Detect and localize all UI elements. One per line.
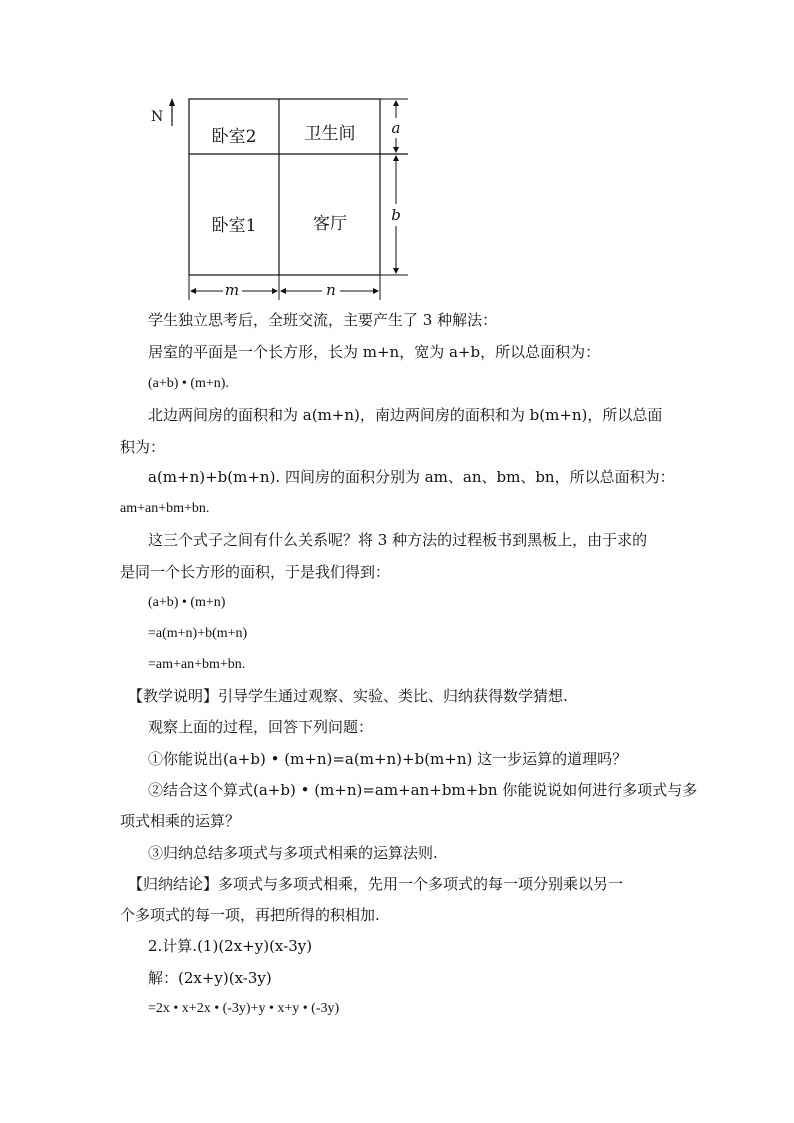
paragraph-method-2: 北边两间房的面积和为 a(m+n)，南边两间房的面积和为 b(m+n)，所以总面 [148,406,663,424]
formula-line-1: (a+b) • (m+n). [148,376,229,391]
paragraph-teaching-note: 【教学说明】引导学生通过观察、实验、类比、归纳获得数学猜想. [128,687,568,705]
question-2: ②结合这个算式(a+b) • (m+n)=am+an+bm+bn 你能说说如何进行多项式与多 [148,781,698,799]
room-label-bedroom1: 卧室1 [211,216,257,236]
paragraph-relation-cont: 是同一个长方形的面积，于是我们得到： [120,563,391,581]
dim-m-arrow-left-icon [190,288,196,294]
formula-line-3: (a+b) • (m+n) [148,595,226,610]
exercise-title: 2.计算.(1)(2x+y)(x-3y) [148,937,313,955]
dim-n-label: n [326,281,336,299]
paragraph-solutions-intro: 学生独立思考后，全班交流，主要产生了 3 种解法： [148,311,498,329]
paragraph-method-1: 居室的平面是一个长方形，长为 m+n，宽为 a+b，所以总面积为： [148,343,601,361]
paragraph-method-3: a(m+n)+b(m+n). 四间房的面积分别为 am、an、bm、bn，所以总面积为： [148,468,675,486]
dim-m-arrow-right-icon [272,288,278,294]
formula-line-5: =am+an+bm+bn. [148,657,246,672]
paragraph-relation: 这三个式子之间有什么关系呢？将 3 种方法的过程板书到黑板上，由于求的 [148,531,648,549]
dim-b-arrow-down-icon [393,268,399,274]
question-1: ①你能说出(a+b) • (m+n)=a(m+n)+b(m+n) 这一步运算的道理吗？ [148,750,628,768]
question-3: ③归纳总结多项式与多项式相乘的运算法则. [148,844,438,862]
question-2-cont: 项式相乘的运算？ [120,812,241,830]
north-arrow-head-icon [169,98,175,106]
room-label-bedroom2: 卧室2 [211,127,257,147]
dim-b-label: b [391,206,401,224]
dim-a-arrow-up-icon [393,100,399,106]
paragraph-conclusion-cont: 个多项式的每一项，再把所得的积相加. [120,906,380,924]
dim-a-label: a [391,119,401,137]
dim-m-label: m [224,281,240,299]
dim-a-arrow-down-icon [393,147,399,153]
solution-line-2: =2x • x+2x • (-3y)+y • x+y • (-3y) [148,1001,340,1016]
floor-plan-figure [140,92,420,304]
north-label: N [151,109,164,125]
paragraph-observe: 观察上面的过程，回答下列问题： [148,718,374,736]
formula-line-4: =a(m+n)+b(m+n) [148,626,248,641]
solution-line-1: 解：(2x+y)(x-3y) [148,969,272,987]
room-label-living-room: 客厅 [313,214,347,234]
paragraph-conclusion: 【归纳结论】多项式与多项式相乘，先用一个多项式的每一项分别乘以另一 [128,875,624,893]
dim-n-arrow-right-icon [373,288,379,294]
room-label-bathroom: 卫生间 [304,124,356,144]
formula-line-2: am+an+bm+bn. [120,501,210,516]
dim-n-arrow-left-icon [280,288,286,294]
dim-b-arrow-up-icon [393,155,399,161]
paragraph-method-2-cont: 积为： [120,438,166,456]
